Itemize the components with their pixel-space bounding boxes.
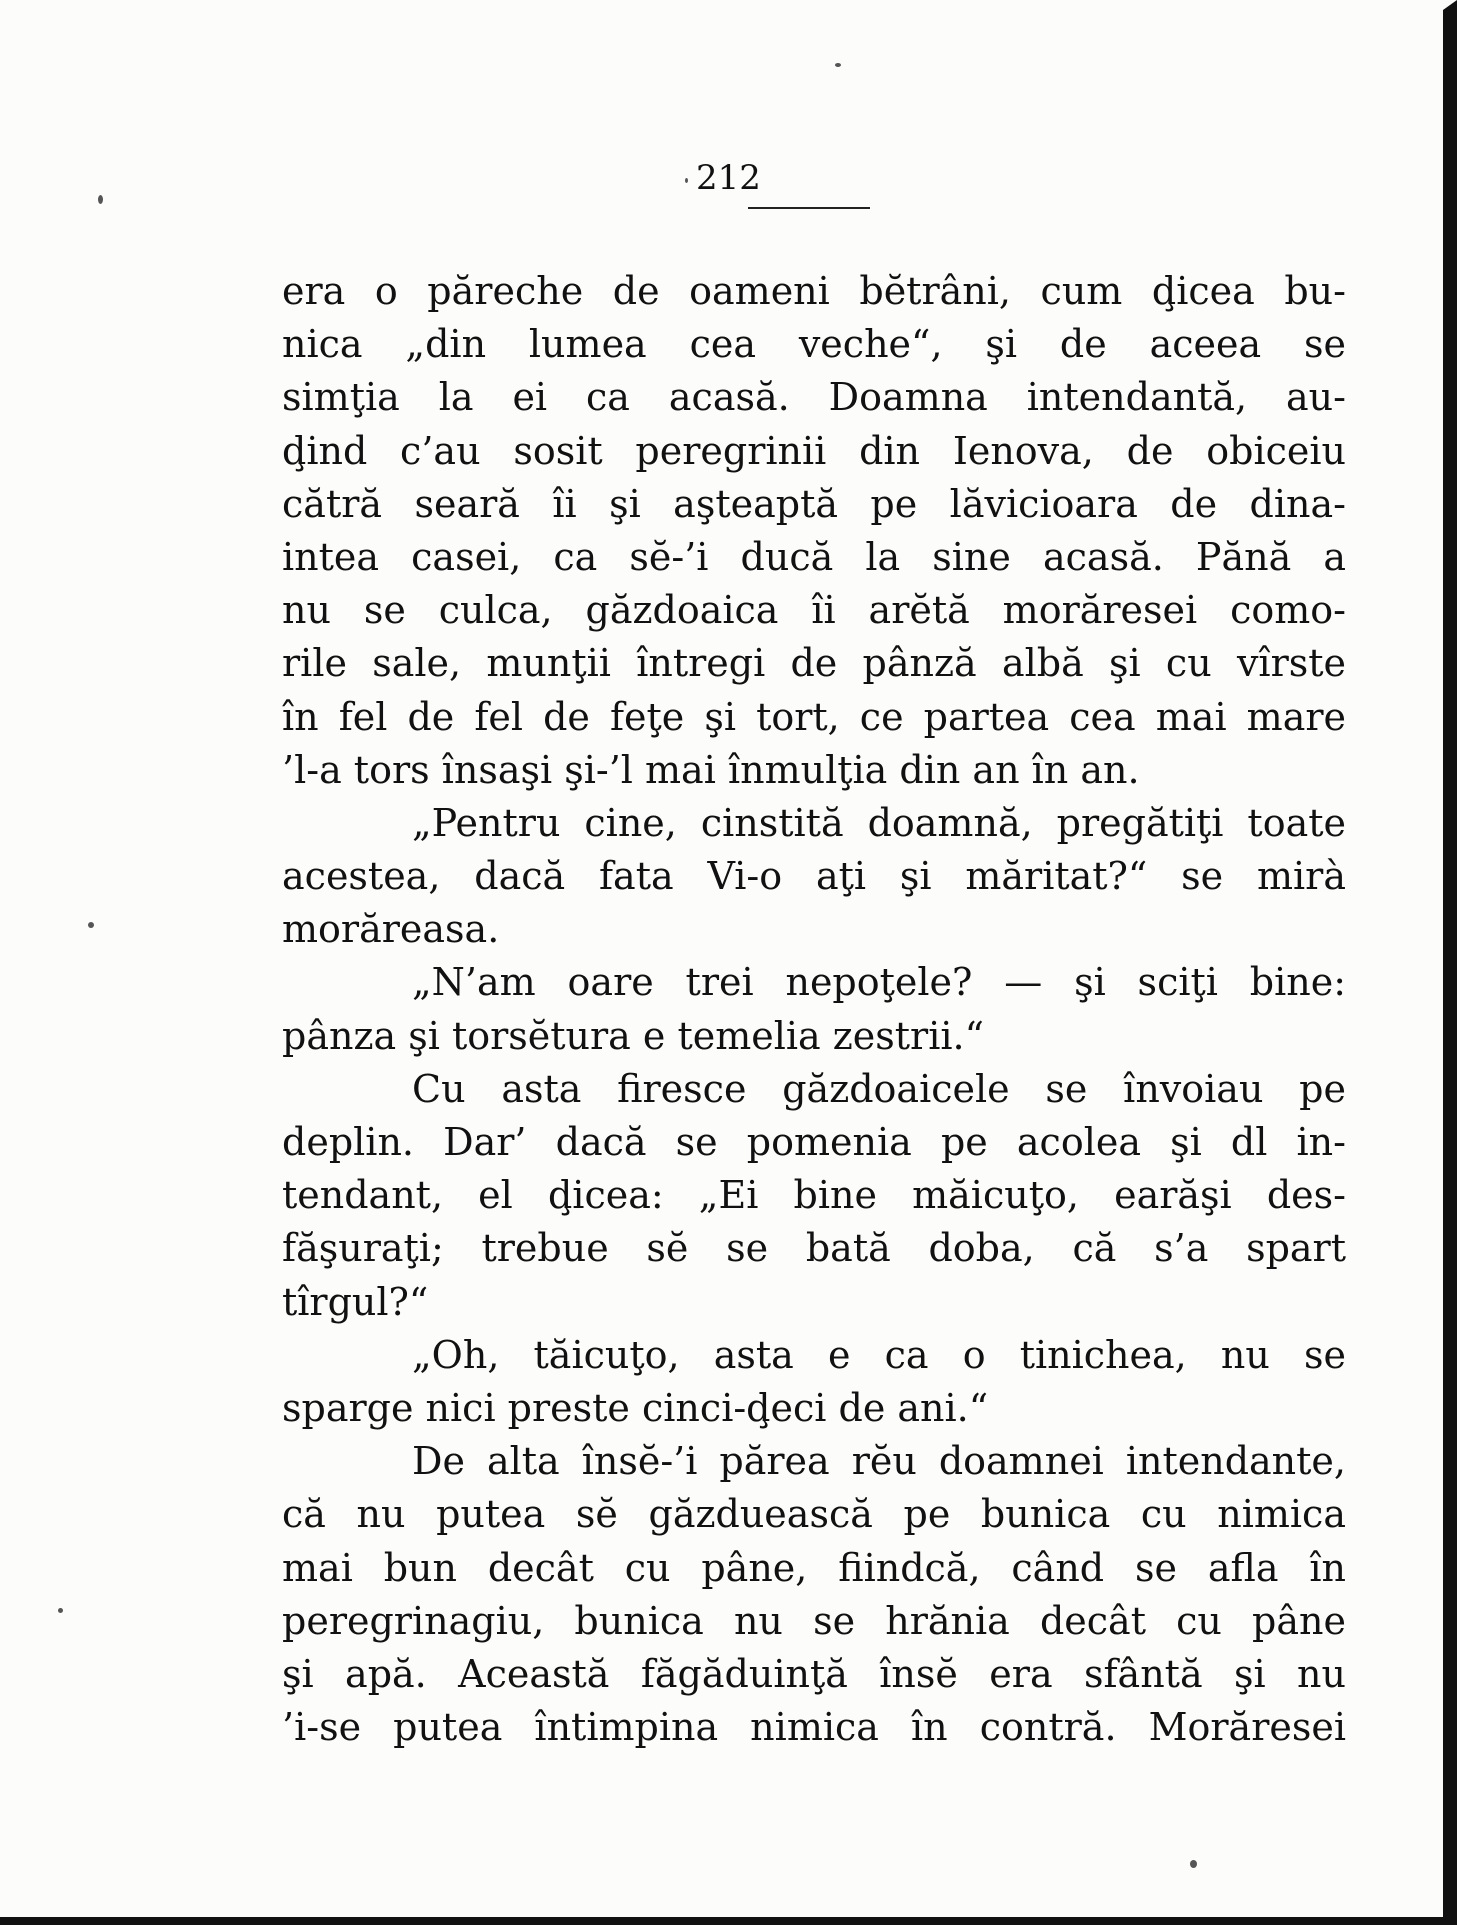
scan-speck: [835, 63, 841, 67]
text-line: „N’am oare trei nepoţele? — şi sciţi bine:: [412, 960, 1346, 1005]
text-line: intea casei, ca sĕ-’i ducă la sine acasă. Pănă a: [282, 534, 1346, 579]
text-line: rile sale, munţii întregi de pânză albă şi cu vîrste: [282, 641, 1346, 686]
text-line: făşuraţi; trebue sĕ se bată doba, că s’a spart: [282, 1226, 1346, 1271]
text-line: în fel de fel de feţe şi tort, ce partea cea mai mare: [282, 694, 1346, 739]
text-line: tendant, el ḑicea: „Ei bine măicuţo, earăşi des-: [282, 1173, 1346, 1218]
scan-speck: [685, 178, 688, 183]
text-line: De alta însĕ-’i părea rĕu doamnei intendante,: [412, 1439, 1346, 1484]
text-line: mai bun decât cu pâne, fiindcă, când se afla în: [282, 1545, 1346, 1590]
page-number-rule: [748, 207, 870, 209]
scan-speck: [88, 922, 94, 928]
scan-speck: [1190, 1860, 1197, 1868]
text-line: ’i-se putea întimpina nimica în contră. Morăresei: [282, 1705, 1346, 1750]
text-line: nu se culca, găzdoaica îi arĕtă morăresei como-: [282, 588, 1346, 633]
text-line: Cu asta firesce găzdoaicele se învoiau pe: [412, 1066, 1346, 1111]
body-text: [282, 265, 1346, 1754]
text-line: „Oh, tăicuţo, asta e ca o tinichea, nu se: [412, 1332, 1346, 1377]
text-line: peregrinagiu, bunica nu se hrănia decât cu pâne: [282, 1598, 1346, 1643]
text-line: era o păreche de oameni bĕtrâni, cum ḑicea bu-: [282, 269, 1346, 313]
text-line: „Pentru cine, cinstită doamnă, pregătiţi toate: [412, 800, 1346, 845]
text-line: acestea, dacă fata Vi-o aţi şi măritat?“ se mirà: [282, 854, 1346, 899]
text-line: ’l-a tors însaşi şi-’l mai înmulţia din an în an.: [282, 747, 1140, 792]
text-line: pânza şi torsĕtura e temelia zestrii.“: [282, 1013, 985, 1058]
text-line: că nu putea sĕ găzduească pe bunica cu nimica: [282, 1492, 1346, 1537]
scan-speck: [58, 1608, 63, 1613]
text-line: nica „din lumea cea veche“, şi de aceea se: [282, 322, 1346, 367]
text-line: tîrgul?“: [282, 1279, 429, 1324]
text-line: simţia la ei ca acasă. Doamna intendantă, au-: [282, 375, 1346, 420]
text-line: sparge nici preste cinci-ḑeci de ani.“: [282, 1385, 989, 1430]
text-line: morăreasa.: [282, 907, 500, 952]
text-line: ḑind c’au sosit peregrinii din Ienova, de obiceiu: [282, 428, 1346, 473]
text-line: deplin. Dar’ dacă se pomenia pe acolea şi dl in-: [282, 1120, 1346, 1164]
page-number: 212: [696, 158, 761, 198]
text-line: cătră seară îi şi aşteaptă pe lăvicioara de dina-: [282, 481, 1346, 526]
scan-speck: [98, 195, 103, 204]
text-line: şi apă. Această făgăduinţă însĕ era sfântă şi nu: [282, 1651, 1346, 1696]
